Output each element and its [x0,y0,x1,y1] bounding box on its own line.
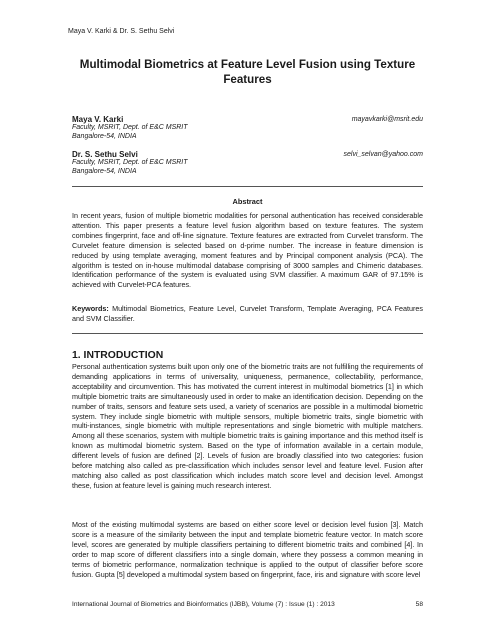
author-location: Bangalore-54, INDIA [72,167,137,175]
author-email[interactable]: selvi_selvan@yahoo.com [343,151,423,158]
section-heading: 1. INTRODUCTION [72,350,164,361]
keywords-text: Multimodal Biometrics, Feature Level, Curvelet Transform, Template Averaging, PCA Features and SVM Classifier. [72,304,423,323]
running-head: Maya V. Karki & Dr. S. Sethu Selvi [68,28,175,35]
keywords [72,304,423,324]
author-affiliation: Faculty, MSRIT, Dept. of E&C MSRIT [72,159,188,167]
author-email[interactable]: mayavkarki@msrit.edu [351,116,423,123]
abstract-text: In recent years, fusion of multiple biometric modalities for personal authentication has received considerable attention. This paper presents a feature level fusion algorithm based on texture features. The system combines fingerprint, face and off-line signature. Texture features are extracted from Curvelet transform. The Curvelet feature dimension is selected based on d-prime number. The increase in feature dimension is reduced by using template averaging, moment features and by Principal component analysis (PCA). The algorithm is tested on in-house multimodal database comprising of 3000 samples and Chimeric databases. Identification performance of the system is evaluated using SVM classifier. A maximum GAR of 97.15% is achieved with Curvelet-PCA features. [72,211,423,290]
keywords-label: Keywords: [72,304,109,313]
intro-paragraph-2: Most of the existing multimodal systems are based on either score level or decision level fusion [3]. Match score is a measure of the similarity between the input and template biometric feature vector. In match score level, scores are generated by multiple classifiers pertaining to different biometric traits and combined [4]. In order to map score of different classifiers into a single domain, where they possess a common meaning in terms of biometric performance, normalization technique is applied to the output of classifier before score fusion. Gupta [5] developed a multimodal system based on fingerprint, face, iris and signature with score level [72,520,423,579]
author-location: Bangalore-54, INDIA [72,132,137,140]
author-affiliation: Faculty, MSRIT, Dept. of E&C MSRIT [72,124,188,132]
journal-citation: International Journal of Biometrics and Bioinformatics (IJBB), Volume (7) : Issue (1) : 2013 [72,601,335,608]
author-block-1 [72,116,423,141]
paper-title: Multimodal Biometrics at Feature Level Fusion using Texture Features [79,58,416,86]
author-block-2 [72,151,423,176]
header-divider [72,186,423,187]
author-name: Maya V. Karki [72,115,124,124]
page-footer [72,601,423,608]
page-number: 58 [415,601,423,608]
keywords-divider [72,333,423,334]
abstract-heading: Abstract [232,197,263,206]
author-name: Dr. S. Sethu Selvi [72,150,138,159]
intro-paragraph-1: Personal authentication systems built upon only one of the biometric traits are not fulfilling the requirements of demanding applications in terms of universality, uniqueness, permanence, collectability, performance, acceptability and circumvention. This has motivated the current interest in multimodal biometrics [1] in which multiple biometric traits are simultaneously used in order to make an identification decision. Depending on the number of traits, sensors and feature sets used, a variety of scenarios are possible in a multimodal biometric system. They include single biometric with multiple sensors, multiple biometric traits, single biometric with multi-instances, single biometric with multiple representations and single biometric with multiple matchers. Among all these scenarios, system with multiple biometric traits is gaining importance and this method itself is known as multimodal biometric system. Based on the type of information available in a certain module, different levels of fusion are defined [2]. Levels of fusion are broadly classified into two categories: fusion before matching also called as pre-classification which includes sensor level and feature level. Fusion after matching also called as post classification which includes match score level and decision level. Amongst these, fusion at feature level is gaining much research interest. [72,362,423,490]
